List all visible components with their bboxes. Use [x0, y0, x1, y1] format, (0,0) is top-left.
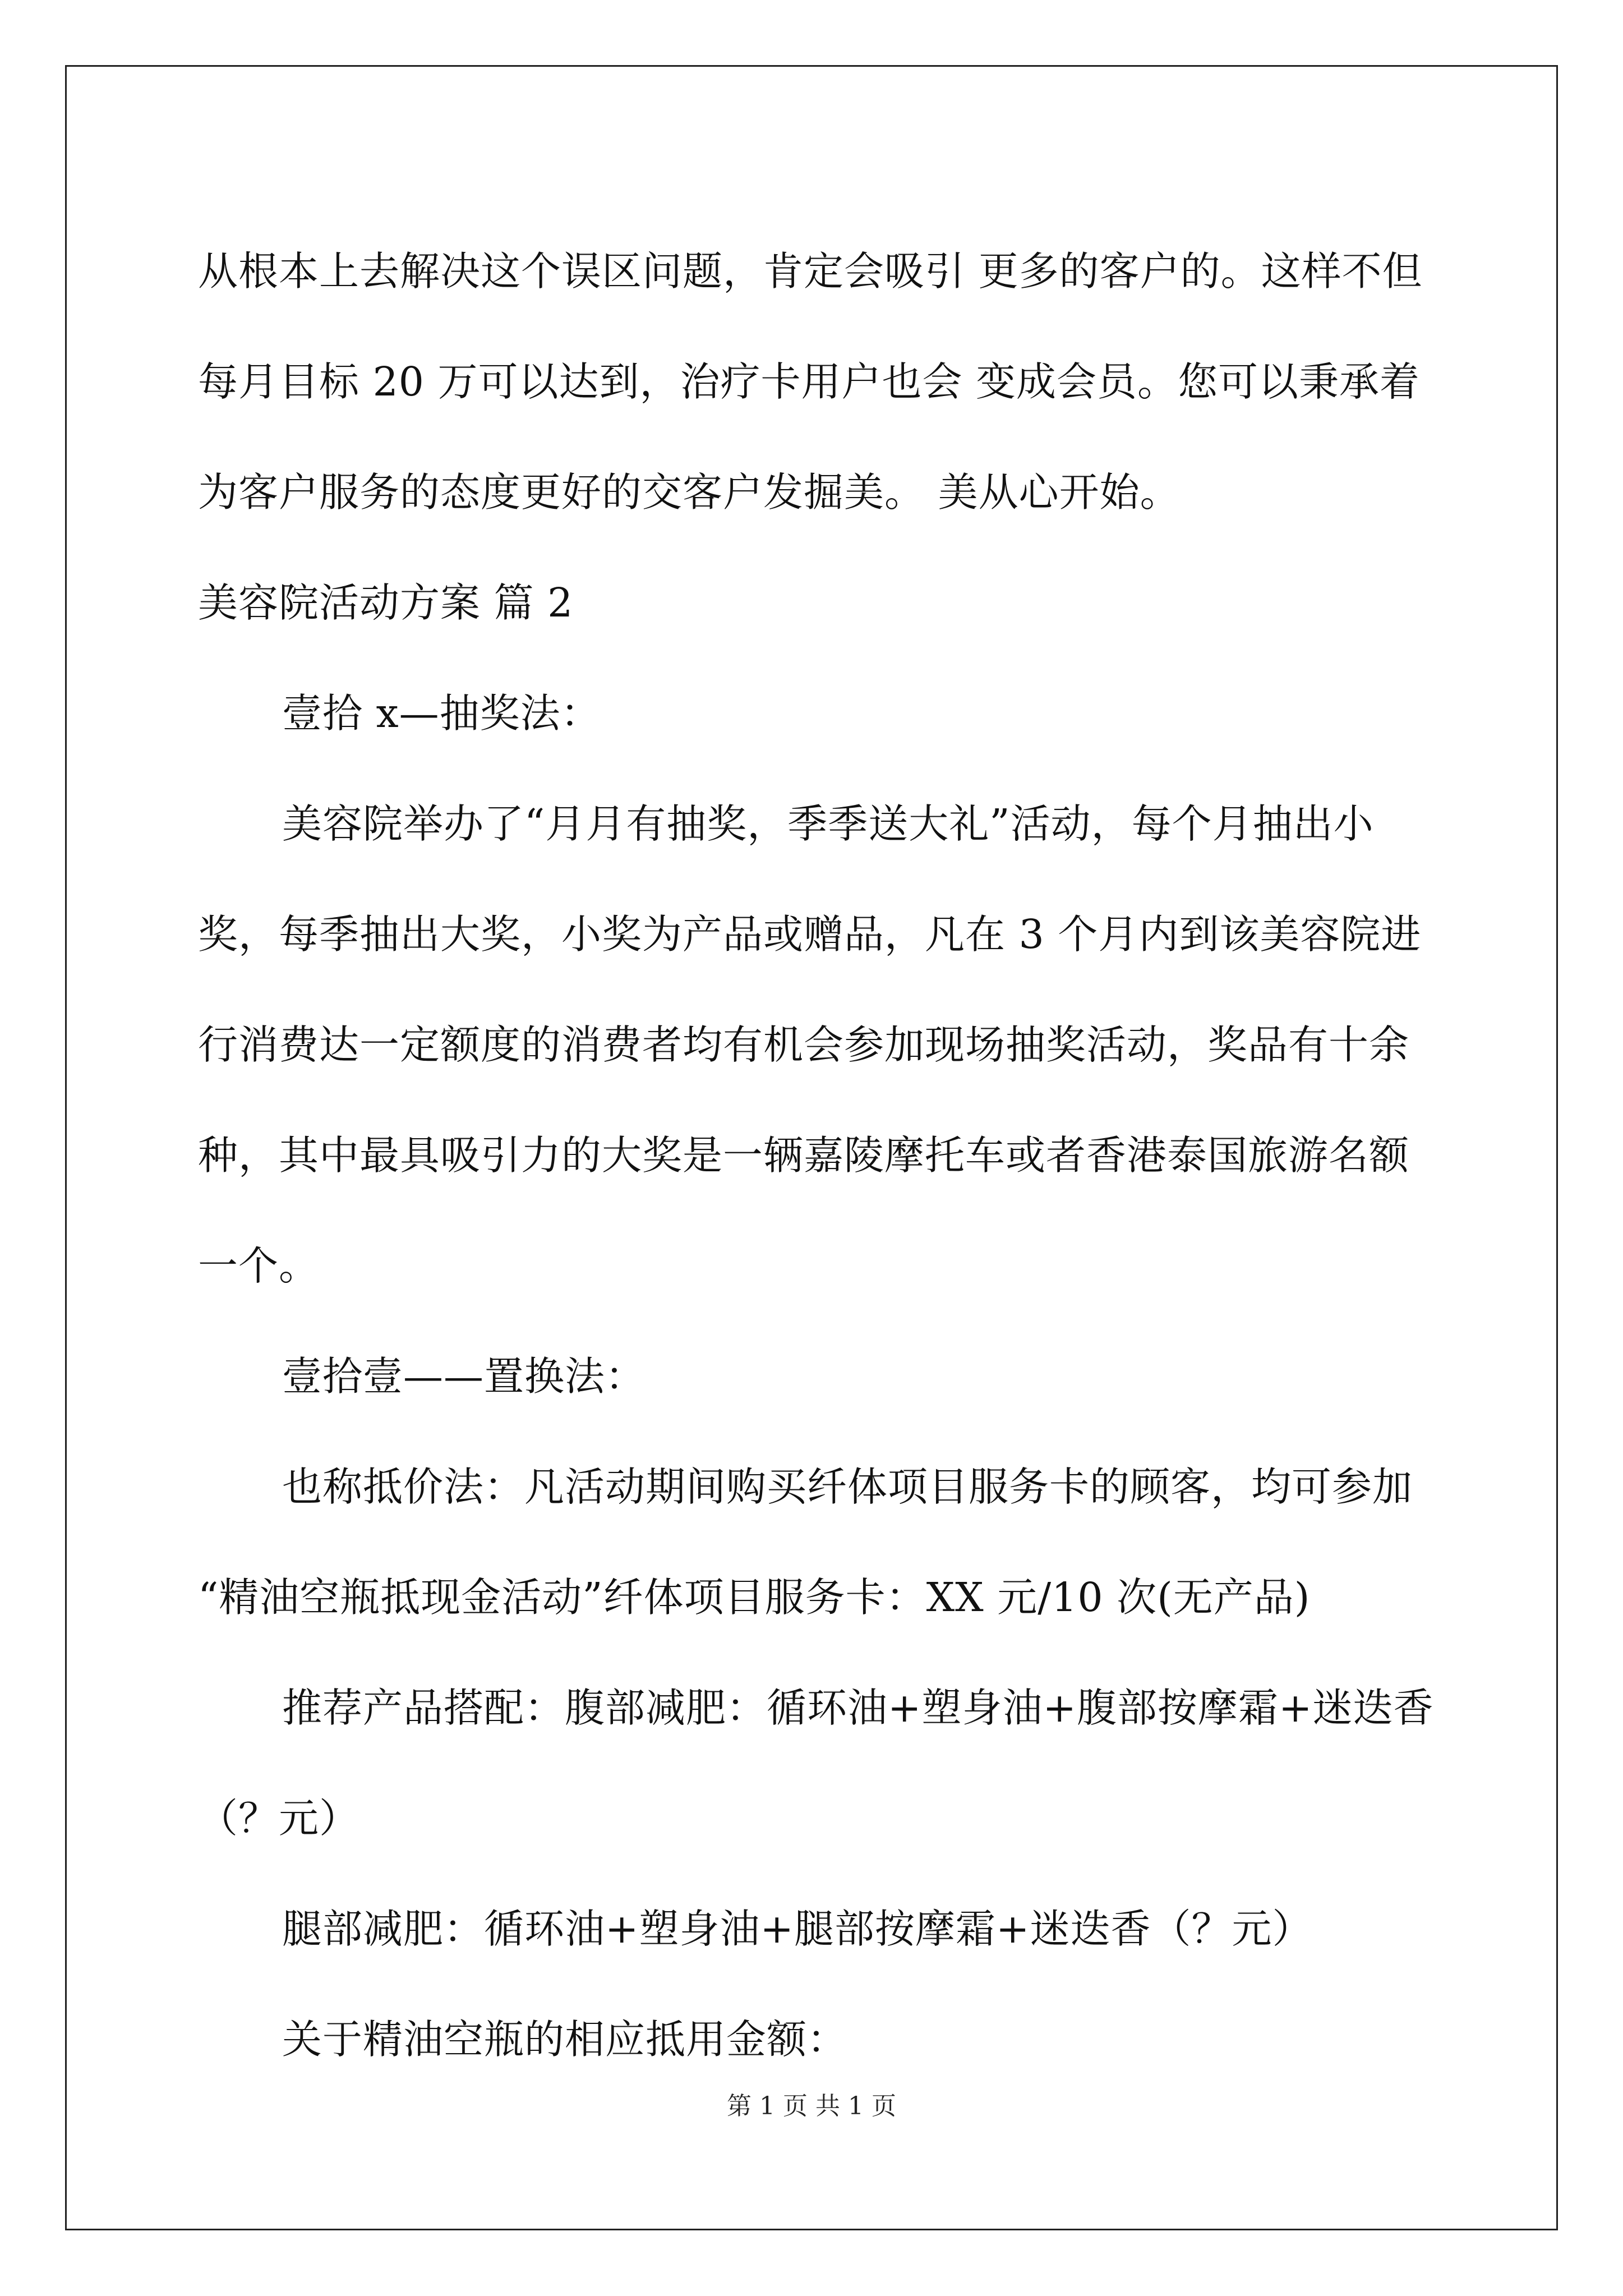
section-heading: 美容院活动方案 篇 2 — [198, 579, 574, 626]
paragraph-line: 种，其中最具吸引力的大奖是一辆嘉陵摩托车或者香港泰国旅游名额 — [198, 1132, 1410, 1179]
paragraph-line: 美容院举办了“月月有抽奖，季季送大礼”活动，每个月抽出小 — [282, 800, 1374, 847]
paragraph-line: 奖，每季抽出大奖，小奖为产品或赠品，凡在 3 个月内到该美容院进 — [198, 911, 1422, 958]
paragraph-line: 关于精油空瓶的相应抵用金额： — [282, 2016, 848, 2063]
paragraph-line: 也称抵价法：凡活动期间购买纤体项目服务卡的顾客，均可参加 — [282, 1464, 1413, 1510]
paragraph-line: 行消费达一定额度的消费者均有机会参加现场抽奖活动，奖品有十余 — [198, 1022, 1410, 1068]
paragraph-line: 为客户服务的态度更好的交客户发掘美。 美从心开始。 — [198, 469, 1181, 516]
paragraph-line: 推荐产品搭配：腹部减肥：循环油+塑身油+腹部按摩霜+迷迭香 — [282, 1685, 1434, 1731]
subheading-exchange: 壹拾壹——置换法： — [282, 1353, 646, 1400]
paragraph-line: “精油空瓶抵现金活动”纤体项目服务卡：XX 元/10 次(无产品) — [198, 1574, 1311, 1621]
paragraph-line: 每月目标 20 万可以达到，治疗卡用户也会 变成会员。您可以秉承着 — [198, 358, 1421, 405]
page-number-footer: 第 1 页 共 1 页 — [727, 2092, 896, 2120]
subheading-lottery: 壹拾 x—抽奖法： — [282, 690, 601, 737]
paragraph-line: （？元） — [198, 1795, 360, 1842]
paragraph-line: 从根本上去解决这个误区问题，肯定会吸引 更多的客户的。这样不但 — [198, 248, 1423, 295]
paragraph-line: 一个。 — [198, 1243, 320, 1289]
paragraph-line: 腿部减肥：循环油+塑身油+腿部按摩霜+迷迭香（？元） — [282, 1906, 1313, 1952]
document-body — [198, 216, 1434, 2095]
